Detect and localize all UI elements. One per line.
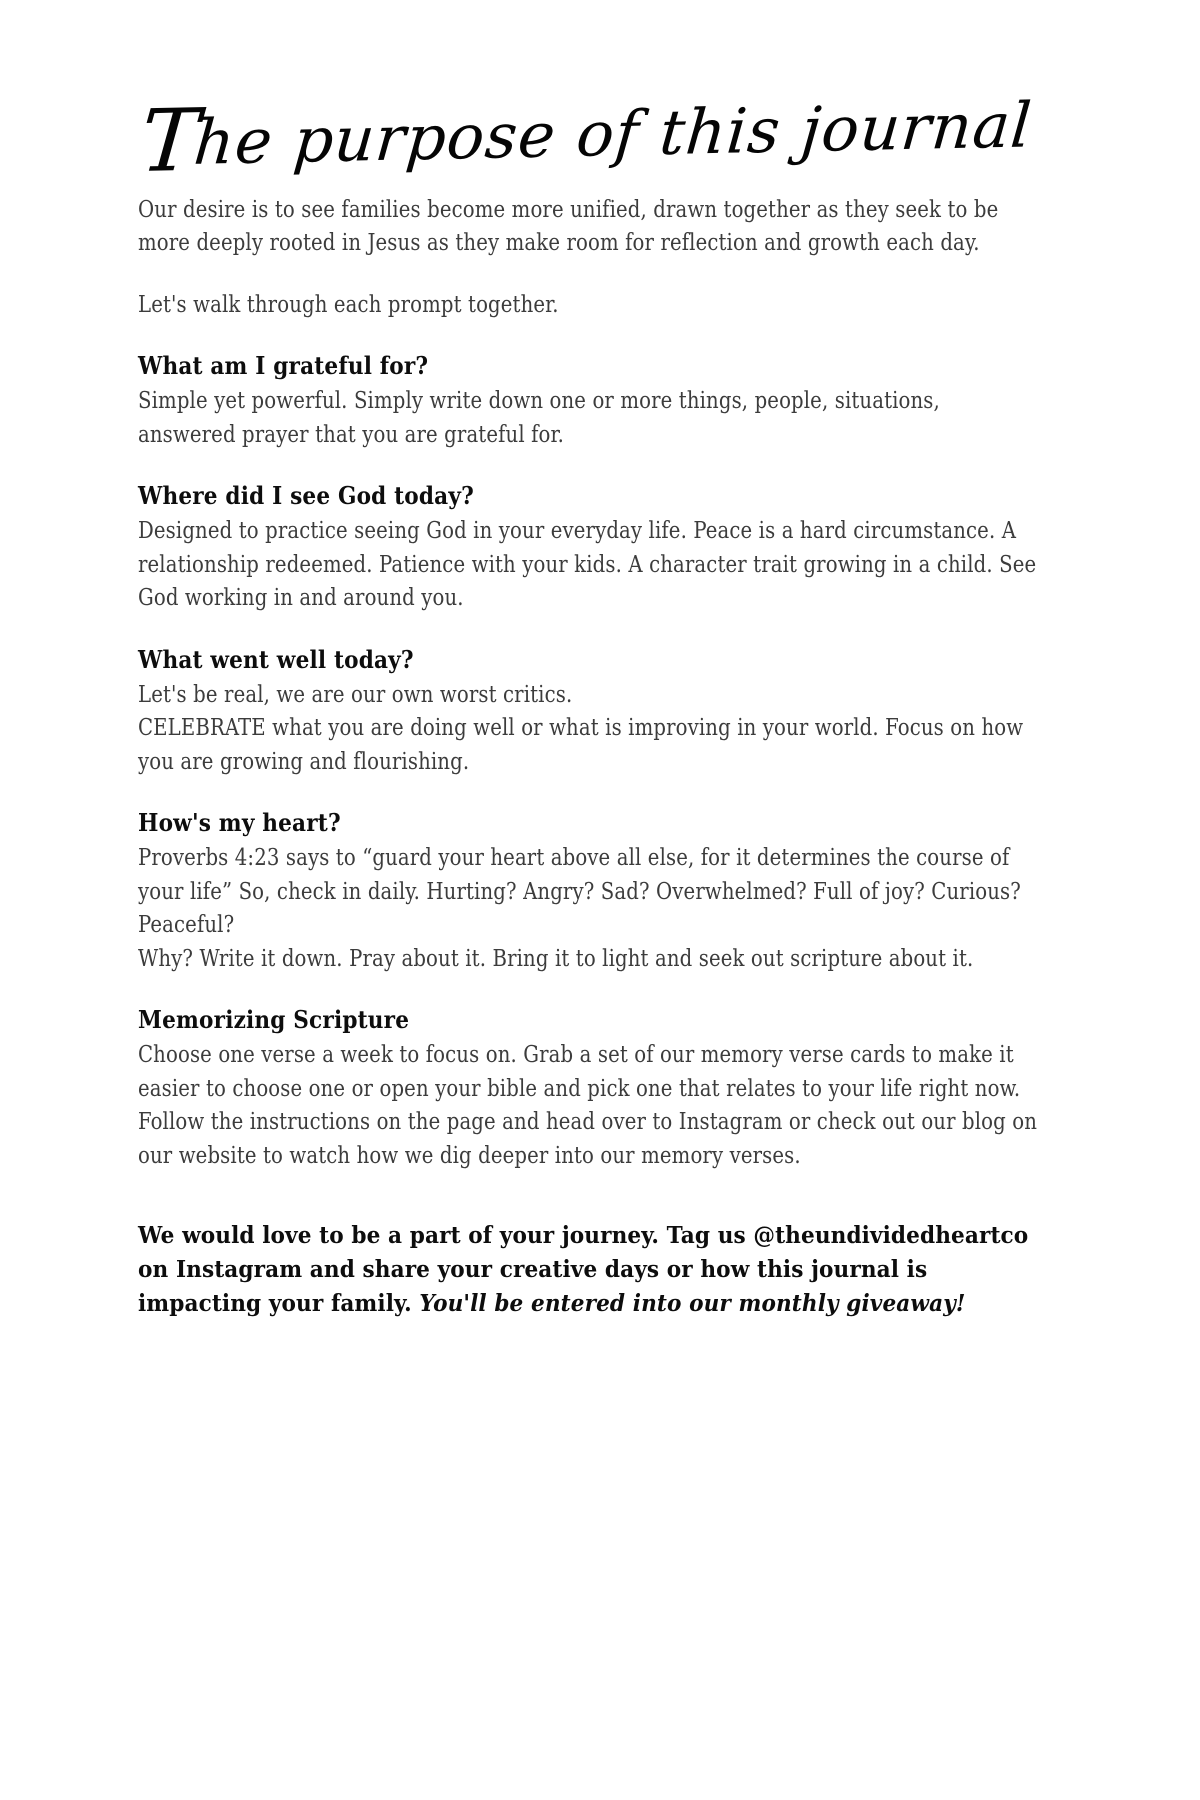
- page-content: [136, 88, 1038, 1348]
- section-grateful-heading: What am I grateful for?: [138, 351, 429, 381]
- section-went-well-heading: What went well today?: [138, 644, 414, 674]
- section-heart-line-1: Proverbs 4:23 says to “guard your heart above all else, for it determines the course of your life” So, check in daily. Hurting? Angry? Sad? Overwhelmed? Full of joy? Curious? Peaceful?: [138, 843, 1021, 939]
- section-see-god-heading: Where did I see God today?: [138, 481, 474, 511]
- section-went-well-line-1: Let's be real, we are our own worst critics.: [138, 679, 573, 708]
- section-memorizing-scripture-line-1: Choose one verse a week to focus on. Grab a set of our memory verse cards to make it easier to choose one or open your bible and pick one that relates to your life right now. Follow the instructions on the page and head over to Instagram or check out our blog on our website to watch how we dig deeper into our memory verses.: [138, 1040, 1038, 1169]
- section-went-well-line-2: CELEBRATE what you are doing well or what is improving in your world. Focus on how you are growing and flourishing.: [138, 713, 1024, 775]
- section-heart: [138, 806, 1038, 975]
- closing-spacer: [138, 1200, 1038, 1218]
- lead-in-text: Let's walk through each prompt together.: [138, 289, 559, 318]
- intro-block: [138, 193, 1038, 260]
- section-memorizing-scripture: [138, 1003, 1038, 1172]
- page-title-rest: he purpose of this journal: [191, 88, 1035, 179]
- page-title: [136, 88, 1046, 192]
- lead-in-block: [138, 288, 1038, 322]
- section-memorizing-scripture-heading: Memorizing Scripture: [138, 1005, 410, 1035]
- section-heart-line-2: Why? Write it down. Pray about it. Bring it to light and seek out scripture about it.: [138, 943, 974, 972]
- intro-paragraph: Our desire is to see families become more unified, drawn together as they seek to be more deeply rooted in Jesus as they make room for reflection and growth each day.: [138, 194, 999, 257]
- section-heart-heading: How's my heart?: [138, 808, 341, 838]
- section-grateful-line-1: Simple yet powerful. Simply write down one or more things, people, situations, answered prayer that you are grateful for.: [138, 386, 940, 448]
- section-grateful: [138, 349, 1038, 451]
- section-went-well: [138, 643, 1038, 779]
- closing-giveaway-text: You'll be entered into our monthly giveaway!: [419, 1289, 966, 1318]
- section-see-god: [138, 479, 1038, 615]
- closing-main-text: We would love to be a part of your journey. Tag us @theundividedheartco on Instagram and share your creative days or how this journal is impacting your family.: [138, 1221, 1029, 1318]
- closing-block: [138, 1218, 1038, 1320]
- closing-paragraph: [138, 1218, 1036, 1320]
- page-title-capital: T: [136, 90, 199, 192]
- section-see-god-line-1: Designed to practice seeing God in your everyday life. Peace is a hard circumstance. A relationship redeemed. Patience with your kids. A character trait growing in a child. See God working in and around you.: [138, 516, 1037, 612]
